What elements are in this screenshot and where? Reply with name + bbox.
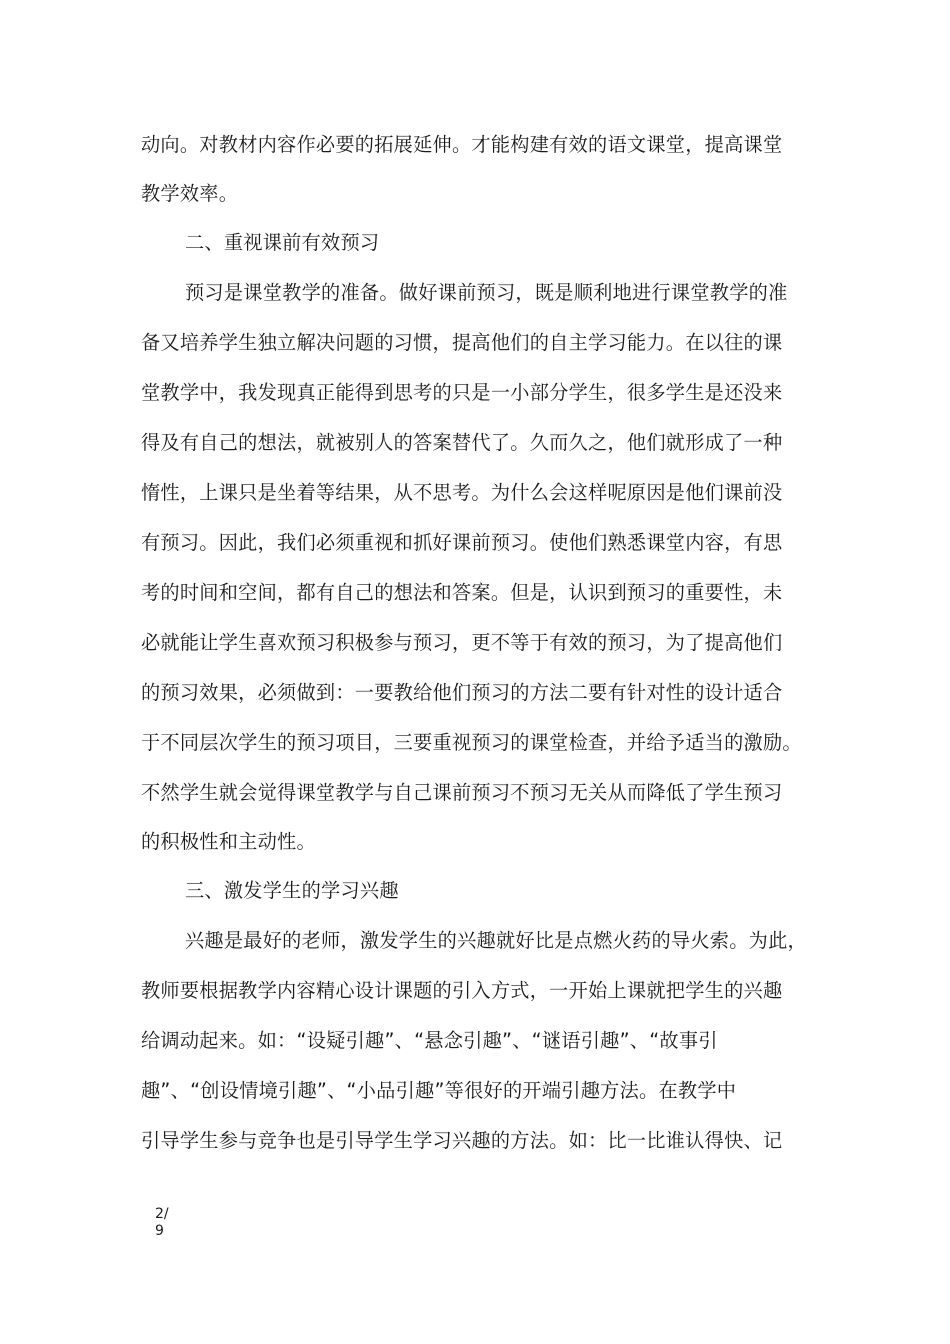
- text-line: 备又培养学生独立解决问题的习惯，提高他们的自主学习能力。在以往的课: [141, 331, 783, 354]
- paragraph-first-line: 兴趣是最好的老师，激发学生的兴趣就好比是点燃火药的导火索。为此，: [185, 929, 807, 952]
- page-number-bottom: 9: [155, 1223, 164, 1239]
- text-line: 不然学生就会觉得课堂教学与自己课前预习不预习无关从而降低了学生预习: [141, 781, 783, 804]
- page-number-top: 2/: [155, 1206, 169, 1222]
- text-line: 的预习效果，必须做到：一要教给他们预习的方法二要有针对性的设计适合: [141, 681, 783, 704]
- text-line: 给调动起来。如：“设疑引趣”、“悬念引趣”、“谜语引趣”、“故事引: [141, 1029, 718, 1052]
- section-heading: 三、激发学生的学习兴趣: [185, 879, 399, 902]
- section-heading: 二、重视课前有效预习: [185, 231, 380, 254]
- text-line: 有预习。因此，我们必须重视和抓好课前预习。使他们熟悉课堂内容，有思: [141, 531, 783, 554]
- text-line: 惰性，上课只是坐着等结果，从不思考。为什么会这样呢原因是他们课前没: [141, 481, 783, 504]
- text-line: 于不同层次学生的预习项目，三要重视预习的课堂检查，并给予适当的激励。: [141, 731, 802, 754]
- text-line: 教学效率。: [141, 182, 239, 205]
- text-line: 动向。对教材内容作必要的拓展延伸。才能构建有效的语文课堂，提高课堂: [141, 133, 783, 156]
- text-line: 趣”、“创设情境引趣”、“小品引趣”等很好的开端引趣方法。在教学中: [141, 1079, 737, 1102]
- text-line: 教师要根据教学内容精心设计课题的引入方式，一开始上课就把学生的兴趣: [141, 979, 783, 1002]
- page-number: [155, 1206, 169, 1240]
- text-line: 堂教学中，我发现真正能得到思考的只是一小部分学生，很多学生是还没来: [141, 381, 783, 404]
- text-line: 的积极性和主动性。: [141, 830, 316, 853]
- paragraph-first-line: 预习是课堂教学的准备。做好课前预习，既是顺利地进行课堂教学的准: [185, 281, 788, 304]
- text-line: 得及有自己的想法，就被别人的答案替代了。久而久之，他们就形成了一种: [141, 431, 783, 454]
- text-line: 必就能让学生喜欢预习积极参与预习，更不等于有效的预习，为了提高他们: [141, 631, 783, 654]
- text-line: 考的时间和空间，都有自己的想法和答案。但是，认识到预习的重要性，未: [141, 581, 783, 604]
- text-line: 引导学生参与竞争也是引导学生学习兴趣的方法。如：比一比谁认得快、记: [141, 1129, 783, 1152]
